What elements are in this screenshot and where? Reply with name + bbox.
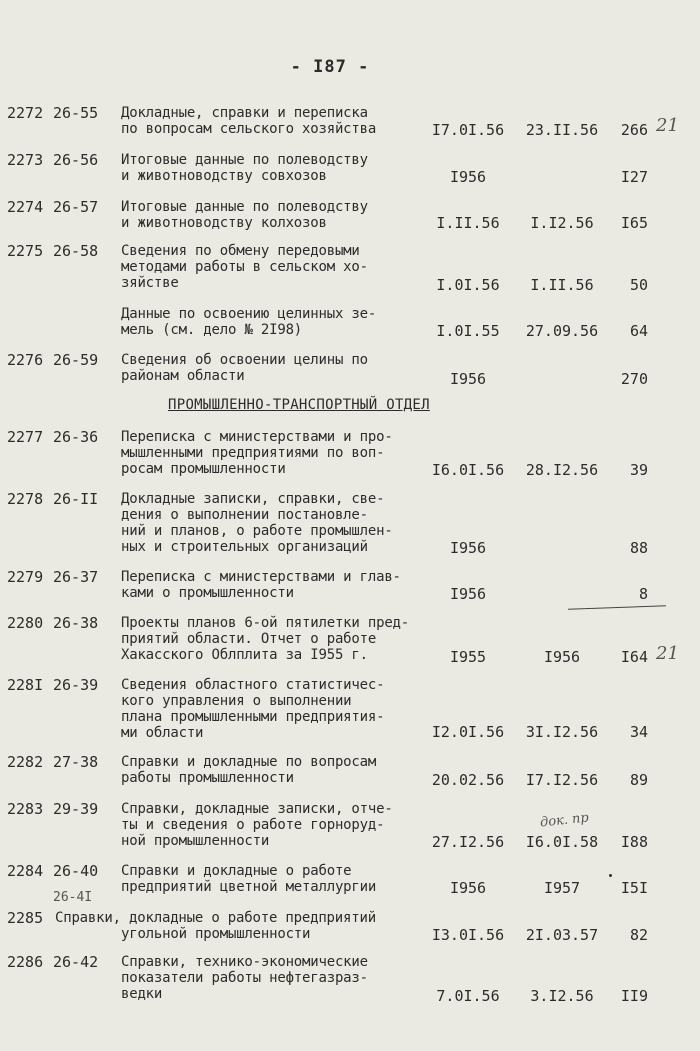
row-2276-count: 270 — [620, 370, 648, 388]
row-2280-code: 26-38 — [53, 614, 99, 632]
row-2274-count: I65 — [620, 214, 648, 232]
row-2286-desc-2: показатели работы нефтегазраз- — [121, 970, 368, 986]
row-2272-id: 2272 — [7, 104, 44, 122]
row-2277-desc-1: Переписка с министерствами и про- — [121, 429, 393, 445]
row-2272-desc-1: Докладные, справки и переписка — [121, 105, 368, 121]
row-2278-desc-1: Докладные записки, справки, све- — [121, 491, 385, 507]
row-2274-start: I.II.56 — [436, 214, 500, 232]
row-2277-start: I6.0I.56 — [431, 461, 505, 479]
row-2279-start: I956 — [449, 585, 487, 603]
row-2281-start: I2.0I.56 — [431, 723, 505, 741]
row-2275-start: I.0I.56 — [436, 276, 500, 294]
row-2284-start: I956 — [449, 879, 487, 897]
row-2277-code: 26-36 — [53, 428, 99, 446]
row-2275b-count: 64 — [629, 322, 648, 340]
page-number: - I87 - — [290, 57, 370, 77]
row-2283-start: 27.I2.56 — [431, 833, 505, 851]
row-2277-end: 28.I2.56 — [525, 461, 599, 479]
row-2273-desc-1: Итоговые данные по полеводству — [121, 152, 368, 168]
row-2275-end: I.II.56 — [530, 276, 594, 294]
row-2286-code: 26-42 — [53, 953, 99, 971]
row-2275-desc-3: зяйстве — [121, 275, 179, 291]
row-2276-start: I956 — [449, 370, 487, 388]
row-2273-desc-2: и животноводству совхозов — [121, 168, 327, 184]
row-2286-end: 3.I2.56 — [530, 987, 594, 1005]
row-2276-desc-1: Сведения об освоении целины по — [121, 352, 368, 368]
row-2275b-desc-1: Данные по освоению целинных зе- — [121, 306, 377, 322]
row-2280-desc-3: Хакасского Облплита за I955 г. — [121, 647, 368, 663]
row-2275b-end: 27.09.56 — [525, 322, 599, 340]
row-2281-count: 34 — [629, 723, 648, 741]
row-2282-desc-1: Справки и докладные по вопросам — [121, 754, 377, 770]
row-2275b-start: I.0I.55 — [436, 322, 500, 340]
row-2278-code: 26-II — [53, 490, 99, 508]
row-2273-start: I956 — [449, 168, 487, 186]
row-2277-desc-2: мышленными предприятиями по воп- — [121, 445, 385, 461]
row-2274-desc-2: и животноводству колхозов — [121, 215, 327, 231]
row-2279-id: 2279 — [7, 568, 44, 586]
row-2274-end: I.I2.56 — [530, 214, 594, 232]
row-2281-end: 3I.I2.56 — [525, 723, 599, 741]
row-2282-code: 27-38 — [53, 753, 99, 771]
row-2286-desc-3: ведки — [121, 986, 163, 1002]
row-2273-count: I27 — [620, 168, 648, 186]
row-2278-count: 88 — [629, 539, 648, 557]
row-2279-desc-2: ками о промышленности — [121, 585, 294, 601]
row-2279-count: 8 — [638, 585, 648, 603]
row-2274-code: 26-57 — [53, 198, 99, 216]
row-2286-desc-1: Справки, технико-экономические — [121, 954, 368, 970]
row-2275-code: 26-58 — [53, 242, 99, 260]
row-2284-code: 26-40 — [53, 862, 99, 880]
row-2274-id: 2274 — [7, 198, 44, 216]
row-2285-id: 2285 — [7, 909, 44, 927]
row-2275b-desc-2: мель (см. дело № 2I98) — [121, 322, 303, 338]
row-2278-desc-3: ний и планов, о работе промышлен- — [121, 523, 393, 539]
section-heading: ПРОМЫШЛЕННО-ТРАНСПОРТНЫЙ ОТДЕЛ — [168, 397, 430, 413]
row-2274-desc-1: Итоговые данные по полеводству — [121, 199, 368, 215]
row-2272-code: 26-55 — [53, 104, 99, 122]
row-2283-end: I6.0I.58 — [525, 833, 599, 851]
row-2279-desc-1: Переписка с министерствами и глав- — [121, 569, 401, 585]
row-2278-start: I956 — [449, 539, 487, 557]
row-2281-code: 26-39 — [53, 676, 99, 694]
row-2285-code: 26-4I — [53, 890, 93, 905]
row-2285-desc-1: Справки, докладные о работе предприятий — [55, 910, 376, 926]
row-2281-desc-1: Сведения областного статистичес- — [121, 677, 385, 693]
row-2281-desc-4: ми области — [121, 725, 204, 741]
row-2277-count: 39 — [629, 461, 648, 479]
row-2272-start: I7.0I.56 — [431, 121, 505, 139]
row-2284-id: 2284 — [7, 862, 44, 880]
row-2285-count: 82 — [629, 926, 648, 944]
row-2283-desc-2: ты и сведения о работе горноруд- — [121, 817, 385, 833]
row-2279-code: 26-37 — [53, 568, 99, 586]
handwritten-underline — [568, 605, 666, 609]
row-2286-count: II9 — [620, 987, 648, 1005]
row-2286-start: 7.0I.56 — [436, 987, 500, 1005]
row-2285-end: 2I.03.57 — [525, 926, 599, 944]
row-2281-desc-3: плана промышленными предприятия- — [121, 709, 385, 725]
row-2282-start: 20.02.56 — [431, 771, 505, 789]
row-2283-desc-3: ной промышленности — [121, 833, 270, 849]
row-2281-desc-2: кого управления о выполнении — [121, 693, 352, 709]
row-2284-count: I5I — [620, 879, 648, 897]
row-2280-desc-2: приятий области. Отчет о работе — [121, 631, 377, 647]
row-2283-annotation: док. пр — [539, 810, 590, 831]
row-2277-desc-3: росам промышленности — [121, 461, 286, 477]
row-2280-end: I956 — [543, 648, 581, 666]
row-2284-end: I957 — [543, 879, 581, 897]
row-2280-start: I955 — [449, 648, 487, 666]
row-2282-count: 89 — [629, 771, 648, 789]
row-2280-count: I64 — [620, 648, 648, 666]
row-2272-desc-2: по вопросам сельского хозяйства — [121, 121, 377, 137]
row-2278-id: 2278 — [7, 490, 44, 508]
row-2283-desc-1: Справки, докладные записки, отче- — [121, 801, 393, 817]
row-2272-end: 23.II.56 — [525, 121, 599, 139]
row-2283-count: I88 — [620, 833, 648, 851]
row-2273-code: 26-56 — [53, 151, 99, 169]
row-2276-desc-2: районам области — [121, 368, 245, 384]
row-2275-id: 2275 — [7, 242, 44, 260]
row-2284-desc-2: предприятий цветной металлургии — [121, 879, 377, 895]
row-2284-desc-1: Справки и докладные о работе — [121, 863, 352, 879]
row-2282-desc-2: работы промышленности — [121, 770, 294, 786]
row-2272-note: 21 — [656, 115, 679, 136]
row-2275-desc-1: Сведения по обмену передовыми — [121, 243, 360, 259]
row-2281-id: 228I — [7, 676, 44, 694]
row-2275-count: 50 — [629, 276, 648, 294]
row-2275-desc-2: методами работы в сельском хо- — [121, 259, 368, 275]
row-2283-id: 2283 — [7, 800, 44, 818]
row-2282-end: I7.I2.56 — [525, 771, 599, 789]
row-2283-code: 29-39 — [53, 800, 99, 818]
row-2278-desc-2: дения о выполнении постановле- — [121, 507, 368, 523]
row-2280-id: 2280 — [7, 614, 44, 632]
row-2285-desc-2: угольной промышленности — [121, 926, 311, 942]
row-2273-id: 2273 — [7, 151, 44, 169]
row-2276-id: 2276 — [7, 351, 44, 369]
row-2277-id: 2277 — [7, 428, 44, 446]
row-2282-id: 2282 — [7, 753, 44, 771]
row-2280-note: 21 — [656, 643, 679, 664]
row-2280-desc-1: Проекты планов 6-ой пятилетки пред- — [121, 615, 410, 631]
row-2286-id: 2286 — [7, 953, 44, 971]
row-2272-count: 266 — [620, 121, 648, 139]
row-2276-code: 26-59 — [53, 351, 99, 369]
row-2278-desc-4: ных и строительных организаций — [121, 539, 368, 555]
row-2285-start: I3.0I.56 — [431, 926, 505, 944]
ink-dot — [609, 874, 612, 877]
